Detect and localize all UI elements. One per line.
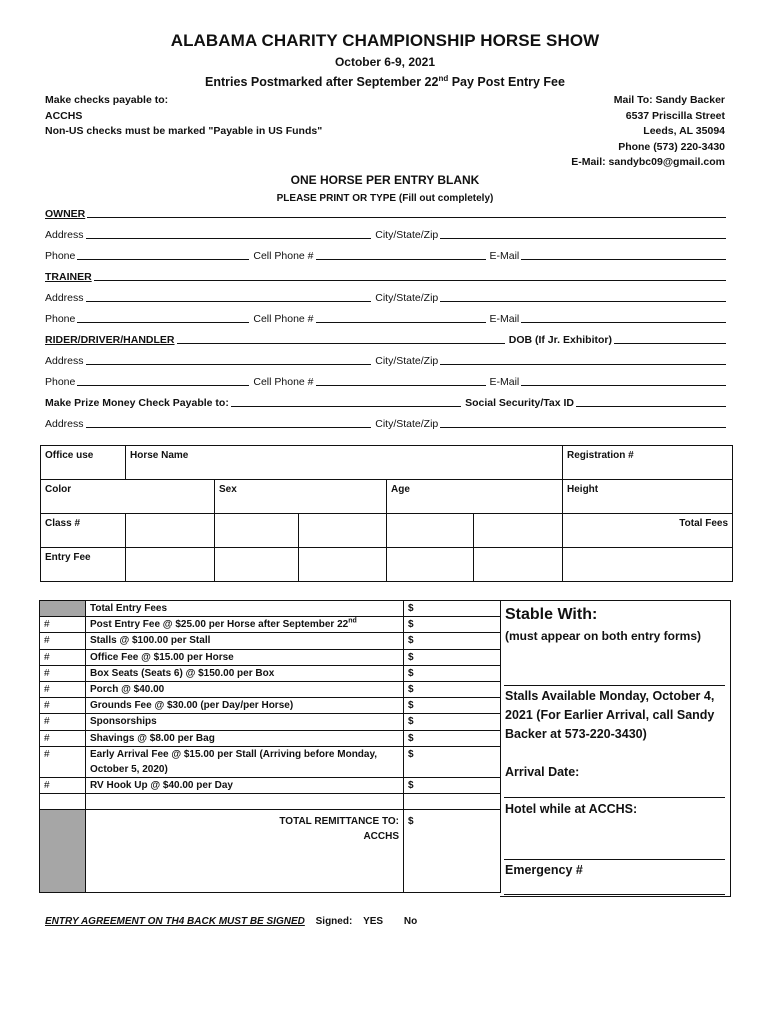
class-label-cell: Class #	[41, 514, 126, 548]
rider-address-row: Address City/State/Zip	[45, 353, 726, 367]
trainer-city-field[interactable]	[440, 300, 726, 302]
rider-city-field[interactable]	[440, 363, 726, 365]
total-remittance-field[interactable]: $	[404, 810, 501, 893]
class-cell[interactable]	[299, 514, 387, 548]
rider-dob-field[interactable]	[614, 342, 726, 344]
owner-cell-field[interactable]	[316, 258, 486, 260]
color-cell[interactable]: Color	[41, 480, 215, 514]
table-row: # Porch @ $40.00 $	[40, 681, 501, 697]
trainer-email-field[interactable]	[521, 321, 726, 323]
class-cell[interactable]	[126, 514, 215, 548]
horse-name-cell[interactable]: Horse Name	[126, 446, 563, 480]
rider-row: RIDER/DRIVER/HANDLER DOB (If Jr. Exhibitor)	[45, 332, 726, 346]
table-row: # Stalls @ $100.00 per Stall $	[40, 633, 501, 649]
trainer-cell-field[interactable]	[316, 321, 486, 323]
hotel-label: Hotel while at ACCHS:	[505, 802, 638, 816]
rider-field[interactable]	[177, 342, 505, 344]
trainer-address-field[interactable]	[86, 300, 372, 302]
owner-row: OWNER	[45, 206, 726, 220]
rider-address-field[interactable]	[86, 363, 372, 365]
form-heading: ONE HORSE PER ENTRY BLANK	[290, 173, 480, 187]
owner-field[interactable]	[87, 216, 726, 218]
payable-info: Make checks payable to: ACCHS Non-US checks must be marked "Payable in US Funds"	[45, 94, 323, 137]
signed-no-option[interactable]: No	[403, 916, 418, 927]
table-row	[40, 793, 501, 809]
rider-cell-field[interactable]	[316, 384, 486, 386]
table-row: Total Entry Fees $	[40, 601, 501, 617]
owner-email-field[interactable]	[521, 258, 726, 260]
trainer-address-row: Address City/State/Zip	[45, 290, 726, 304]
arrival-date-field[interactable]	[504, 797, 725, 798]
owner-address-field[interactable]	[86, 237, 372, 239]
table-row: # Office Fee @ $15.00 per Horse $	[40, 649, 501, 665]
total-fees-cell: Total Fees	[563, 514, 733, 548]
table-row: # Grounds Fee @ $30.00 (per Day/per Horse) $	[40, 698, 501, 714]
table-row	[41, 514, 733, 548]
entry-fee-total-cell[interactable]	[563, 548, 733, 582]
horse-table	[40, 445, 733, 582]
prize-city-field[interactable]	[440, 426, 726, 428]
class-cell[interactable]	[387, 514, 474, 548]
table-row: # Box Seats (Seats 6) @ $150.00 per Box $	[40, 665, 501, 681]
prize-address-field[interactable]	[86, 426, 372, 428]
emergency-label: Emergency #	[505, 863, 583, 877]
page-title: ALABAMA CHARITY CHAMPIONSHIP HORSE SHOW	[170, 31, 600, 50]
form-instructions: PLEASE PRINT OR TYPE (Fill out completely)	[276, 193, 494, 204]
trainer-phone-field[interactable]	[77, 321, 249, 323]
table-row: # Post Entry Fee @ $25.00 per Horse after September 22nd $	[40, 617, 501, 633]
table-row: # Sponsorships $	[40, 714, 501, 730]
post-entry-notice: Entries Postmarked after September 22nd Pay Post Entry Fee	[205, 74, 565, 90]
rider-email-field[interactable]	[521, 384, 726, 386]
table-row: # Early Arrival Fee @ $15.00 per Stall (Arriving before Monday, October 5, 2020) $	[40, 746, 501, 777]
stable-note: (must appear on both entry forms)	[505, 629, 702, 643]
entry-fee-label-cell: Entry Fee	[41, 548, 126, 582]
emergency-field[interactable]	[504, 894, 725, 895]
trainer-row: TRAINER	[45, 269, 726, 283]
prize-address-row: Address City/State/Zip	[45, 416, 726, 430]
age-cell[interactable]: Age	[387, 480, 563, 514]
owner-phone-row: Phone Cell Phone # E-Mail	[45, 248, 726, 262]
owner-address-row: Address City/State/Zip	[45, 227, 726, 241]
hotel-field[interactable]	[504, 859, 725, 860]
fees-table	[39, 600, 501, 893]
show-dates: October 6-9, 2021	[334, 55, 436, 69]
prize-row: Make Prize Money Check Payable to: Social Security/Tax ID	[45, 395, 726, 409]
table-row	[41, 548, 733, 582]
office-use-cell: Office use	[41, 446, 126, 480]
stable-with-field[interactable]	[504, 685, 725, 686]
table-row: # Shavings @ $8.00 per Bag $	[40, 730, 501, 746]
class-cell[interactable]	[474, 514, 563, 548]
trainer-field[interactable]	[94, 279, 726, 281]
height-cell[interactable]: Height	[563, 480, 733, 514]
mail-to-info: Mail To: Sandy Backer 6537 Priscilla Street Leeds, AL 35094 Phone (573) 220-3430 E-Mail: sandybc09@gmail.com	[571, 94, 725, 168]
entry-fee-cell[interactable]	[387, 548, 474, 582]
entry-fee-cell[interactable]	[126, 548, 215, 582]
registration-cell[interactable]: Registration #	[563, 446, 733, 480]
stalls-available-text: Stalls Available Monday, October 4, 2021 (For Earlier Arrival, call Sandy Backer at 573-220-3430)	[505, 689, 715, 741]
ssn-field[interactable]	[576, 405, 726, 407]
table-row: TOTAL REMITTANCE TO: ACCHS $	[40, 810, 501, 893]
rider-phone-row: Phone Cell Phone # E-Mail	[45, 374, 726, 388]
prize-payable-field[interactable]	[231, 405, 461, 407]
entry-agreement: ENTRY AGREEMENT ON TH4 BACK MUST BE SIGNED Signed: YES No	[45, 916, 418, 927]
rider-phone-field[interactable]	[77, 384, 249, 386]
entry-fee-cell[interactable]	[215, 548, 299, 582]
owner-city-field[interactable]	[440, 237, 726, 239]
table-row	[41, 446, 733, 480]
stable-with-title: Stable With:	[505, 606, 598, 623]
arrival-date-label: Arrival Date:	[505, 765, 580, 779]
sex-cell[interactable]: Sex	[215, 480, 387, 514]
signed-yes-option[interactable]: YES	[363, 916, 384, 927]
class-cell[interactable]	[215, 514, 299, 548]
table-row	[41, 480, 733, 514]
entry-fee-cell[interactable]	[474, 548, 563, 582]
entry-fee-cell[interactable]	[299, 548, 387, 582]
table-row: # RV Hook Up @ $40.00 per Day $	[40, 777, 501, 793]
owner-phone-field[interactable]	[77, 258, 249, 260]
stable-panel	[500, 600, 731, 897]
trainer-phone-row: Phone Cell Phone # E-Mail	[45, 311, 726, 325]
